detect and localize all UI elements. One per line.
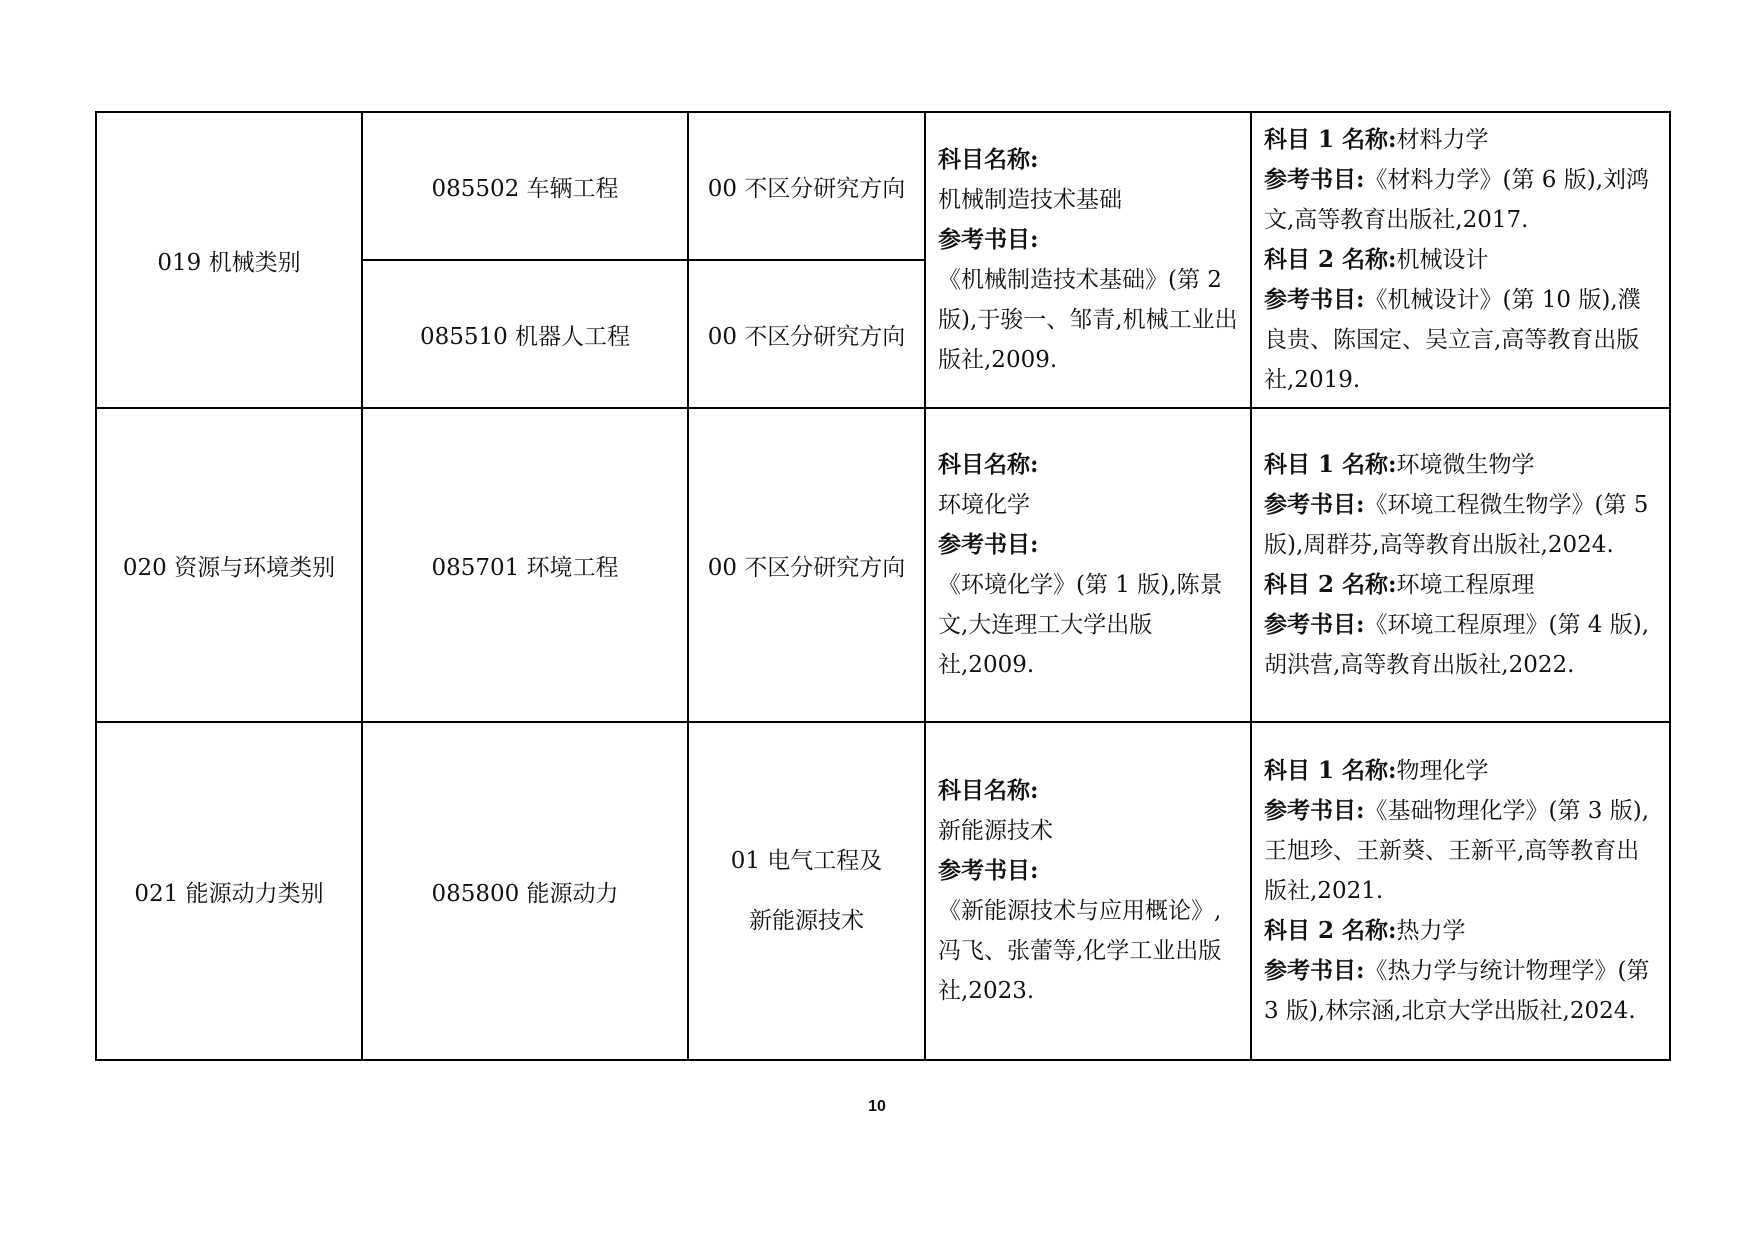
exam-schedule-table [95, 111, 1671, 1061]
table-row [96, 408, 1670, 722]
exam-subject-cell [925, 408, 1251, 722]
reference-books-label: 参考书目: [938, 226, 1039, 253]
reference-books: 《材料力学》(第 6 版),刘鸿文,高等教育出版社,2017. [1264, 167, 1650, 233]
subject-name-label: 科目名称: [938, 146, 1039, 173]
reference-books-label: 参考书目: [1264, 491, 1365, 518]
subject1-name: 材料力学 [1396, 127, 1489, 153]
table-row [96, 722, 1670, 1060]
reference-books-label: 参考书目: [1264, 166, 1365, 193]
subject1-name: 物理化学 [1396, 758, 1489, 784]
reference-books: 《环境化学》(第 1 版),陈景文,大连理工大学出版社,2009. [938, 572, 1223, 678]
major-cell: 085510 机器人工程 [362, 260, 688, 408]
reference-books-label: 参考书目: [938, 531, 1039, 558]
major-cell: 085701 环境工程 [362, 408, 688, 722]
subject-name: 新能源技术 [938, 818, 1053, 844]
reference-books: 《热力学与统计物理学》(第 3 版),林宗涵,北京大学出版社,2024. [1264, 958, 1650, 1024]
category-cell: 020 资源与环境类别 [96, 408, 362, 722]
subject2-label: 科目 2 名称: [1264, 571, 1397, 598]
direction-cell: 00 不区分研究方向 [688, 408, 925, 722]
exam-subjects-cell [1251, 722, 1670, 1060]
subject2-name: 热力学 [1396, 918, 1466, 944]
exam-subject-cell [925, 722, 1251, 1060]
subject-name-label: 科目名称: [938, 451, 1039, 478]
subject2-label: 科目 2 名称: [1264, 917, 1397, 944]
category-cell: 019 机械类别 [96, 112, 362, 408]
subject2-label: 科目 2 名称: [1264, 246, 1397, 273]
subject-name: 机械制造技术基础 [938, 187, 1122, 213]
subject1-label: 科目 1 名称: [1264, 757, 1397, 784]
exam-subject-cell [925, 112, 1251, 408]
reference-books: 《机械设计》(第 10 版),濮良贵、陈国定、吴立言,高等教育出版社,2019. [1264, 287, 1641, 393]
exam-subjects-cell [1251, 112, 1670, 408]
reference-books-label: 参考书目: [1264, 797, 1365, 824]
direction-line1: 01 电气工程及 [730, 848, 883, 874]
major-cell: 085800 能源动力 [362, 722, 688, 1060]
direction-cell [688, 722, 925, 1060]
reference-books-label: 参考书目: [1264, 286, 1365, 313]
reference-books: 《环境工程微生物学》(第 5 版),周群芬,高等教育出版社,2024. [1264, 492, 1649, 558]
subject2-name: 机械设计 [1396, 247, 1489, 273]
direction-cell: 00 不区分研究方向 [688, 260, 925, 408]
exam-subjects-cell [1251, 408, 1670, 722]
reference-books-label: 参考书目: [1264, 611, 1365, 638]
subject1-name: 环境微生物学 [1396, 452, 1535, 478]
reference-books: 《机械制造技术基础》(第 2 版),于骏一、邹青,机械工业出版社,2009. [938, 267, 1238, 373]
reference-books: 《新能源技术与应用概论》,冯飞、张蕾等,化学工业出版社,2023. [938, 898, 1222, 1004]
page-number: 10 [868, 1098, 886, 1115]
subject1-label: 科目 1 名称: [1264, 126, 1397, 153]
reference-books: 《基础物理化学》(第 3 版),王旭珍、王新葵、王新平,高等教育出版社,2021. [1264, 798, 1650, 904]
reference-books-label: 参考书目: [1264, 957, 1365, 984]
category-cell: 021 能源动力类别 [96, 722, 362, 1060]
direction-cell: 00 不区分研究方向 [688, 112, 925, 260]
subject-name: 环境化学 [938, 492, 1030, 518]
subject1-label: 科目 1 名称: [1264, 451, 1397, 478]
subject2-name: 环境工程原理 [1396, 572, 1535, 598]
reference-books: 《环境工程原理》(第 4 版),胡洪营,高等教育出版社,2022. [1264, 612, 1650, 678]
table-row [96, 112, 1670, 260]
subject-name-label: 科目名称: [938, 777, 1039, 804]
direction-line2: 新能源技术 [749, 908, 864, 934]
reference-books-label: 参考书目: [938, 857, 1039, 884]
major-cell: 085502 车辆工程 [362, 112, 688, 260]
